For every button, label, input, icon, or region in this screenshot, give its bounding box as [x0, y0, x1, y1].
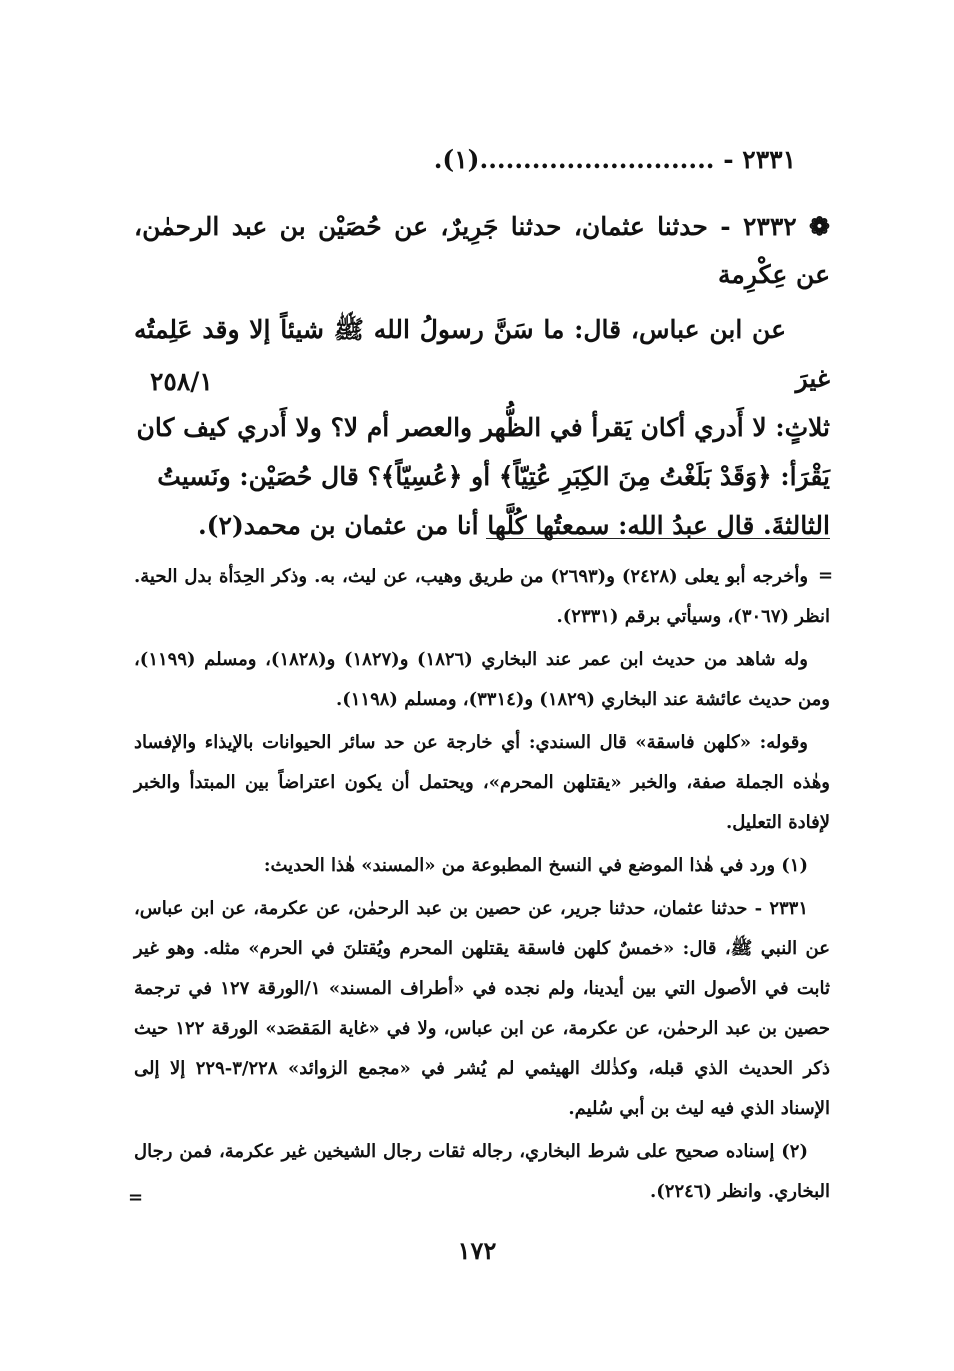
hadith-2331-heading: ٢٣٣١ - ...........................‏(١)‏.	[433, 145, 796, 174]
footnotes	[134, 557, 830, 1215]
footnote-2: (٢) إسناده صحيح على شرط البخاري، رجاله ثقات رجال الشيخين غير عكرمة، فمن رجال البخاري. وانظر (٢٢٤٦).	[134, 1141, 830, 1202]
continuation-mark-bottom: =	[128, 1187, 144, 1208]
hadith-2332-chain: ❁ ٢٣٣٢ - حدثنا عثمان، حدثنا جَرِيرٌ، عن حُصَيْن بن عبد الرحمٰن، عن عِكْرِمة	[134, 212, 830, 289]
margin-reference: ٢٥٨/١	[150, 367, 213, 396]
hadith-line: عن ابن عباس، قال: ما سَنَّ رسولُ الله ﷺ شيئاً إلا وقد عَلِمتُه غيرَ	[134, 315, 830, 393]
hadith-line: الثالثةَ. قال عبدُ الله: سمعتُها كُلَّها أنا من عثمان بن محمد‏(٢)‏.	[197, 511, 830, 540]
hadith-2332-text	[134, 305, 830, 550]
footnote-divider	[486, 538, 830, 539]
footnote-paragraph: وقوله: «كلهن فاسقة» قال السندي: أي خارجة عن حد سائر الحيوانات بالإيذاء والإفساد وهٰذه الجملة صفة، والخبر «يقتلهن المحرم»، ويحتمل أن يكون اعتراضاً بين المبتدأ والخبر لإفادة التعليل.	[134, 732, 830, 833]
hadith-line: يَقْرَأ: ﴿وَقَدْ بَلَغْتُ مِنَ الكِبَرِ عُتِيّاً﴾ أو ﴿عُسِيّاً﴾؟ قال حُصَيْن: ونَسيتُ	[157, 462, 830, 491]
footnote-paragraph: وله شاهد من حديث ابن عمر عند البخاري (١٨٢٦) و(١٨٢٧) و(١٨٢٨)، ومسلم (١١٩٩)، ومن حديث عائشة عند البخاري (١٨٢٩) و(٣٣١٤)، ومسلم (١١٩٨).	[134, 649, 830, 710]
continuation-mark-top: =	[818, 565, 834, 586]
footnote-paragraph: وأخرجه أبو يعلى (٢٤٢٨) و(٢٦٩٣) من طريق وهيب، عن ليث، به. وذكر الحِدَأة بدل الحية. انظر (٣٠٦٧)، وسيأتي برقم (٢٣٣١).	[134, 566, 830, 627]
footnote-1-text: ٢٣٣١ - حدثنا عثمان، حدثنا جرير، عن حصين بن عبد الرحمٰن، عن عكرمة، عن ابن عباس، عن النبي ﷺ، قال: «خمسٌ كلهن فاسقة يقتلهن المحرم ويُقتلنَ في الحرم» مثله. وهو غير ثابت في الأصول التي بين أيدينا، ولم نجده في «أطراف المسند» ١/الورقة ١٢٧ في ترجمة حصين بن عبد الرحمٰن، عن عكرمة، عن ابن عباس، ولا في «غاية المَقصَد» الورقة ١٢٢ حيث ذكر الحديث الذي قبله، وكذٰلك الهيثمي لم يُشر في «مجمع الزوائد» ٣/٢٢٨-٢٢٩ إلا إلى الإسناد الذي فيه ليث بن أبي سُليم.	[134, 898, 831, 1119]
page-number: ١٧٢	[457, 1236, 497, 1265]
hadith-line: ثلاثٍ: لا أَدري أكان يَقرأ في الظُّهر والعصر أم لا؟ ولا أَدري كيف كان	[136, 413, 830, 442]
footnote-1: (١) ورد في هٰذا الموضع في النسخ المطبوعة من «المسند» هٰذا الحديث:	[263, 855, 808, 876]
